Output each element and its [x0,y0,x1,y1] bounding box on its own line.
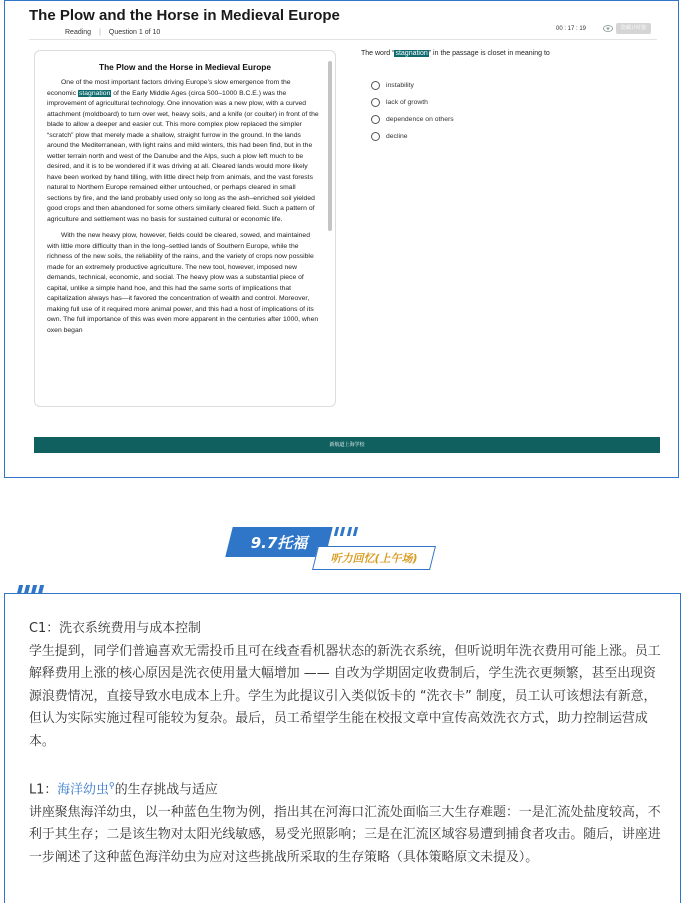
radio-icon[interactable] [371,81,380,90]
banner-date-title: 9.7托福 [250,534,308,552]
answer-options [371,77,454,145]
test-subbar [65,29,160,36]
prompt-text: ” in the passage is closet in meaning to [428,50,550,57]
paragraph-text: of the Early Middle Ages (circa 500–1000 B.C.E.) was the improvement of agricultural technology. One innovation was a new plow, with a curved attachment (moldboard) to turn over wet, heavy soils, and a knife (or coulter) in front of the blade to allow a deeper and easier cut. This more complex plow replaced the simpler “scratch” plow that merely made a shallow, straight furrow in the ground. In the lands around the Mediterranean, with light rains and mild winters, this had been find, but in the wetter terrain north and west of the Danube and the Alps, such a plow left much to be desired, and it is to be wondered if it was driving at all. Cleared lands would more likely have been worked by hand tilling, with little direct help from animals, and the vast forests natural to Northern Europe remained either untouched, or perhaps cleared in small sections by fire, and the land probably used only so long as the ash–enriched soil yielded good crops and then abandoned for some others similarly cleared field. Such a pattern of agriculture and settlement was no basis for sustained cultural or economic life. [47,89,319,223]
paragraph-text: One of the most important factors driving Europe’s slow emergence from the economic [47,79,291,97]
question-highlight: stagnation [395,50,428,57]
banner-stripes [335,527,357,536]
answer-option[interactable] [371,77,454,94]
radio-icon[interactable] [371,132,380,141]
l1-suffix: 的生存挑战与适应 [114,782,218,798]
banner-subtitle: 听力回忆(上午场) [330,552,418,565]
header-divider [29,39,657,40]
passage-panel[interactable] [34,50,336,407]
answer-option[interactable] [371,128,454,145]
l1-prefix: L1： [29,782,58,798]
timer: 00 : 17 : 19 [556,26,587,32]
answer-option[interactable] [371,111,454,128]
prompt-text: The word “ [361,50,395,57]
test-screenshot [4,0,679,478]
option-label: dependence on others [386,116,454,123]
l1-link[interactable]: 海洋幼虫 [57,782,109,798]
passage-scrollbar[interactable] [328,61,332,231]
footer-bar: 新航道上海学校 [34,437,660,453]
l1-title [29,775,661,802]
option-label: decline [386,133,408,140]
answer-option[interactable] [371,94,454,111]
subbar-divider: | [99,29,101,36]
highlighted-word: stagnation [78,89,111,97]
option-label: instability [386,82,414,89]
test-title: The Plow and the Horse in Medieval Europe [29,7,340,24]
c1-title: C1：洗衣系统费用与成本控制 [29,621,201,636]
question-prompt [361,50,550,57]
c1-text: 学生提到，同学们普遍喜欢无需投币且可在线查看机器状态的新洗衣系统，但听说明年洗衣费用可能上涨。员工解释费用上涨的核心原因是洗衣使用量大幅增加 —— 自改为学期固定收费制后，学生洗衣更频繁，甚至出现资源浪费情况，直接导致水电成本上升。学生为此提议引入类似饭卡的 “洗衣卡” 制度，员工认可该想法有新意，但认为实际实施过程可能较为复杂。最后，员工希望学生能在校报文章中宣传高效洗衣方式，助力控制运营成本。 [29,643,661,749]
radio-icon[interactable] [371,115,380,124]
section-label: Reading [65,29,92,36]
eye-icon[interactable] [603,25,613,32]
l1-text: 讲座聚焦海洋幼虫，以一种蓝色生物为例，指出其在河海口汇流处面临三大生存难题：一是汇流处盐度较高，不利于其生存；二是该生物对太阳光线敏感，易受光照影响；三是在汇流区域容易遭到捕食者攻击。随后，讲座进一步阐述了这种蓝色海洋幼虫为应对这些挑战所采取的生存策略（具体策略原文未提及）。 [29,804,661,865]
question-counter: Question 1 of 10 [108,29,161,36]
card-stripes [18,585,43,594]
passage-paragraph-2: With the new heavy plow, however, fields could be cleared, sowed, and maintained with little more difficulty than in the long–settled lands of Southern Europe, while the richness of the new soils, the reliability of the rains, and the variety of crops now possible made for an extremely productive agriculture. The new tool, however, imposed new demands, technical, economic, and social. The heavy plow was a substantial piece of capital, unlike a simple hand hoe, and this had the same sorts of implications that capitalization always has—it favored the concentration of wealth and control. Moreover, making full use of it required more animal power, and this had a host of implications of its own. The full importance of this was even more apparent in the centuries after 1000, when oxen began [47,232,319,334]
recall-content [29,618,661,869]
passage-paragraph-1 [47,78,319,225]
section-banner [229,525,469,575]
passage-title: The Plow and the Horse in Medieval Europe [99,62,271,72]
option-label: lack of growth [386,99,428,106]
hide-timer-button[interactable]: 隐藏计时器 [616,23,651,34]
radio-icon[interactable] [371,98,380,107]
search-icon[interactable]: ⚲ [108,781,115,790]
